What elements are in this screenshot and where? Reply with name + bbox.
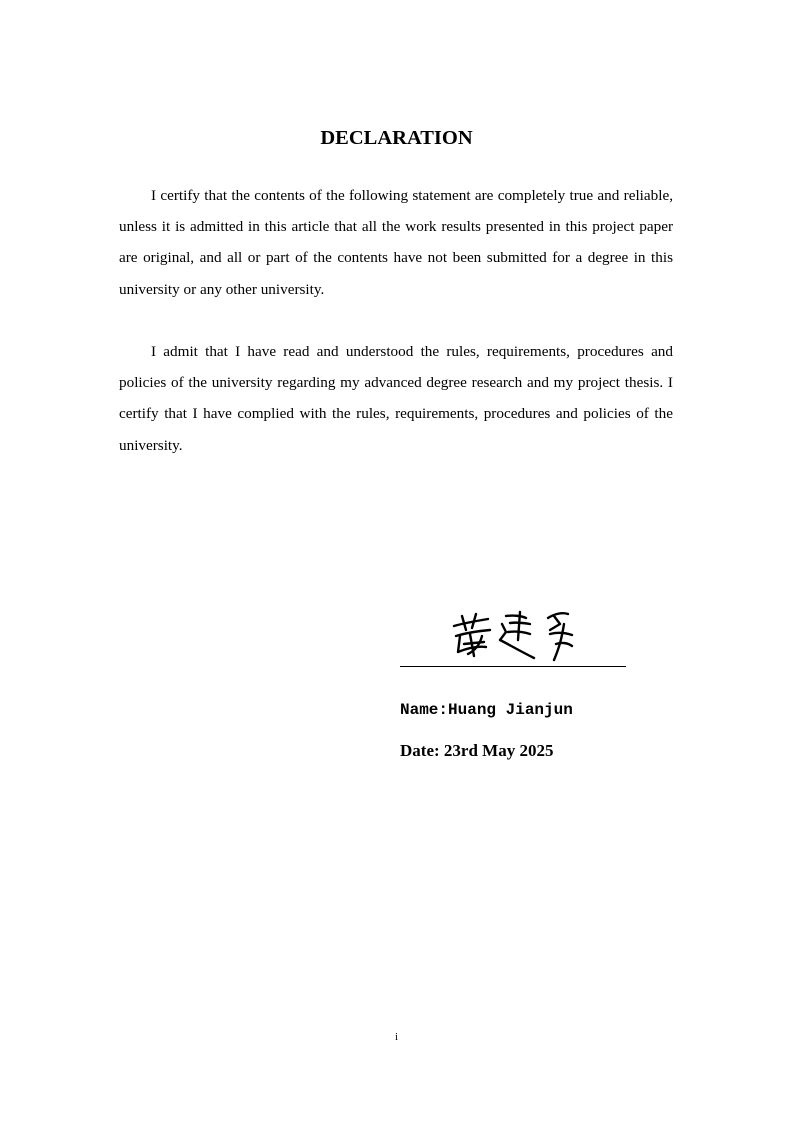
- declaration-paragraph-1: I certify that the contents of the following statement are completely true and reliable, unless it is admitted in this article that all the work results presented in this project paper are original, and all or part of the contents have not been submitted for a degree in this university or any other university.: [119, 187, 673, 298]
- signature-date: Date: 23rd May 2025: [400, 741, 554, 760]
- signature-line: [400, 666, 626, 667]
- declaration-title: DECLARATION: [320, 127, 473, 149]
- signer-name: Name:Huang Jianjun: [400, 701, 573, 719]
- page-number: i: [394, 1031, 399, 1043]
- handwritten-signature: [450, 606, 590, 664]
- declaration-paragraph-2: I admit that I have read and understood the rules, requirements, procedures and policies of the university regarding my advanced degree research and my project thesis. I certify that I have complied with the rules, requirements, procedures and policies of the university.: [119, 343, 673, 454]
